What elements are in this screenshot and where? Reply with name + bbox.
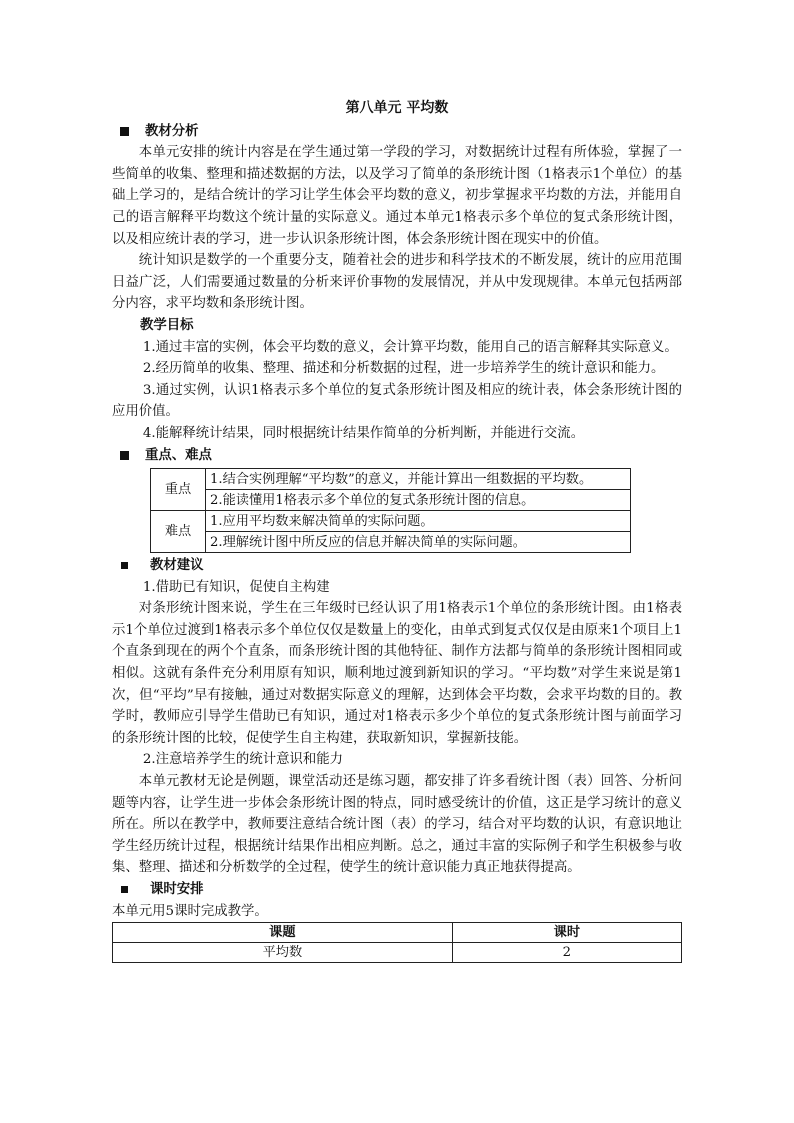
topic-cell: 平均数 <box>113 943 453 963</box>
suggestion-paragraph-1: 对条形统计图来说，学生在三年级时已经认识了用1格表示1个单位的条形统计图。由1格表示1个单位过渡到1格表示多个单位仅仅是数量上的变化，由单式到复式仅仅是由原来1个项目上1个直条到现在的两个个直条，而条形统计图的其他特征、制作方法都与简单的条形统计图相同或相似。这就有条件充分利用原有知识，顺利地过渡到新知识的学习。“平均数”对学生来说是第1次，但“平均”早有接触，通过对数据实际意义的理解，达到体会平均数，会求平均数的目的。教学时，教师应引导学生借助已有知识，通过对1格表示多少个单位的复式条形统计图与前面学习的条形统计图的比较，促使学生自主构建，获取新知识，掌握新技能。 <box>112 601 682 746</box>
table-row <box>151 490 631 511</box>
table-header-row <box>113 923 682 943</box>
difficulty-item-cell: 2.理解统计图中所反应的信息并解决简单的实际问题。 <box>206 532 631 553</box>
keypoints-table <box>150 468 631 553</box>
suggestion-subheading-2: 2.注意培养学生的统计意识和能力 <box>142 752 344 768</box>
suggestion-paragraph-2: 本单元教材无论是例题，课堂活动还是练习题，都安排了许多看统计图（表）回答、分析问题等内容，让学生进一步体会条形统计图的特点，同时感受统计的价值，这正是学习统计的意义所在。所以在教学中，教师要注意结合统计图（表）的学习，结合对平均数的认识，有意识地让学生经历统计过程，根据统计结果作出相应判断。总之，通过丰富的实际例子和学生积极参与收集、整理、描述和分析数学的全过程，使学生的统计意识能力真正地获得提高。 <box>112 774 682 876</box>
goal-item-4: 4.能解释统计结果，同时根据统计结果作简单的分析判断，并能进行交流。 <box>142 425 585 441</box>
square-bullet-icon <box>120 451 129 460</box>
section-heading-suggestions <box>112 555 682 577</box>
table-row <box>151 511 631 532</box>
section-heading-text: 教材分析 <box>145 122 199 139</box>
key-item-cell: 1.结合实例理解“平均数”的意义，并能计算出一组数据的平均数。 <box>206 469 631 490</box>
section-heading-text: 重点、难点 <box>145 446 212 463</box>
square-bullet-icon <box>121 886 128 893</box>
section-heading-keypoints <box>112 445 682 467</box>
section-heading-analysis <box>112 121 682 143</box>
goals-heading: 教学目标 <box>140 316 194 333</box>
difficulty-label-cell: 难点 <box>151 511 206 553</box>
section-heading-schedule <box>112 879 682 901</box>
schedule-intro: 本单元用5课时完成教学。 <box>112 903 268 919</box>
goal-item-1: 1.通过丰富的实例，体会平均数的意义，会计算平均数，能用自己的语言解释其实际意义。 <box>142 339 678 355</box>
table-row <box>113 943 682 963</box>
column-header-topic: 课题 <box>113 923 453 943</box>
page-title: 第八单元 平均数 <box>345 100 449 116</box>
goal-item-3: 3.通过实例，认识1格表示多个单位的复式条形统计图及相应的统计表，体会条形统计图的应用价值。 <box>112 382 682 420</box>
table-row <box>151 469 631 490</box>
analysis-paragraph-2: 统计知识是数学的一个重要分支，随着社会的进步和科学技术的不断发展，统计的应用范围日益广泛，人们需要通过数量的分析来评价事物的发展情况，并从中发现规律。本单元包括两部分内容，求平均数和条形统计图。 <box>112 253 682 312</box>
difficulty-item-cell: 1.应用平均数来解决简单的实际问题。 <box>206 511 631 532</box>
table-row <box>151 532 631 553</box>
section-heading-text: 教材建议 <box>150 557 204 574</box>
key-item-cell: 2.能读懂用1格表示多个单位的复式条形统计图的信息。 <box>206 490 631 511</box>
goal-item-2: 2.经历简单的收集、整理、描述和分析数据的过程，进一步培养学生的统计意识和能力。 <box>142 361 665 377</box>
section-heading-text: 课时安排 <box>150 881 204 897</box>
square-bullet-icon <box>121 562 128 569</box>
column-header-hours: 课时 <box>452 923 681 943</box>
analysis-paragraph-1: 本单元安排的统计内容是在学生通过第一学段的学习，对数据统计过程有所体验，掌握了一些简单的收集、整理和描述数据的方法，以及学习了简单的条形统计图（1格表示1个单位）的基础上学习的，是结合统计的学习让学生体会平均数的意义，初步掌握求平均数的方法，并能用自己的语言解释平均数这个统计量的实际意义。通过本单元1格表示多个单位的复式条形统计图，以及相应统计表的学习，进一步认识条形统计图，体会条形统计图在现实中的价值。 <box>112 145 682 247</box>
square-bullet-icon <box>120 127 129 136</box>
key-label-cell: 重点 <box>151 469 206 511</box>
suggestion-subheading-1: 1.借助已有知识，促使自主构建 <box>142 579 330 595</box>
schedule-table <box>112 922 682 963</box>
document-page <box>112 98 682 963</box>
hours-cell: 2 <box>452 943 681 963</box>
